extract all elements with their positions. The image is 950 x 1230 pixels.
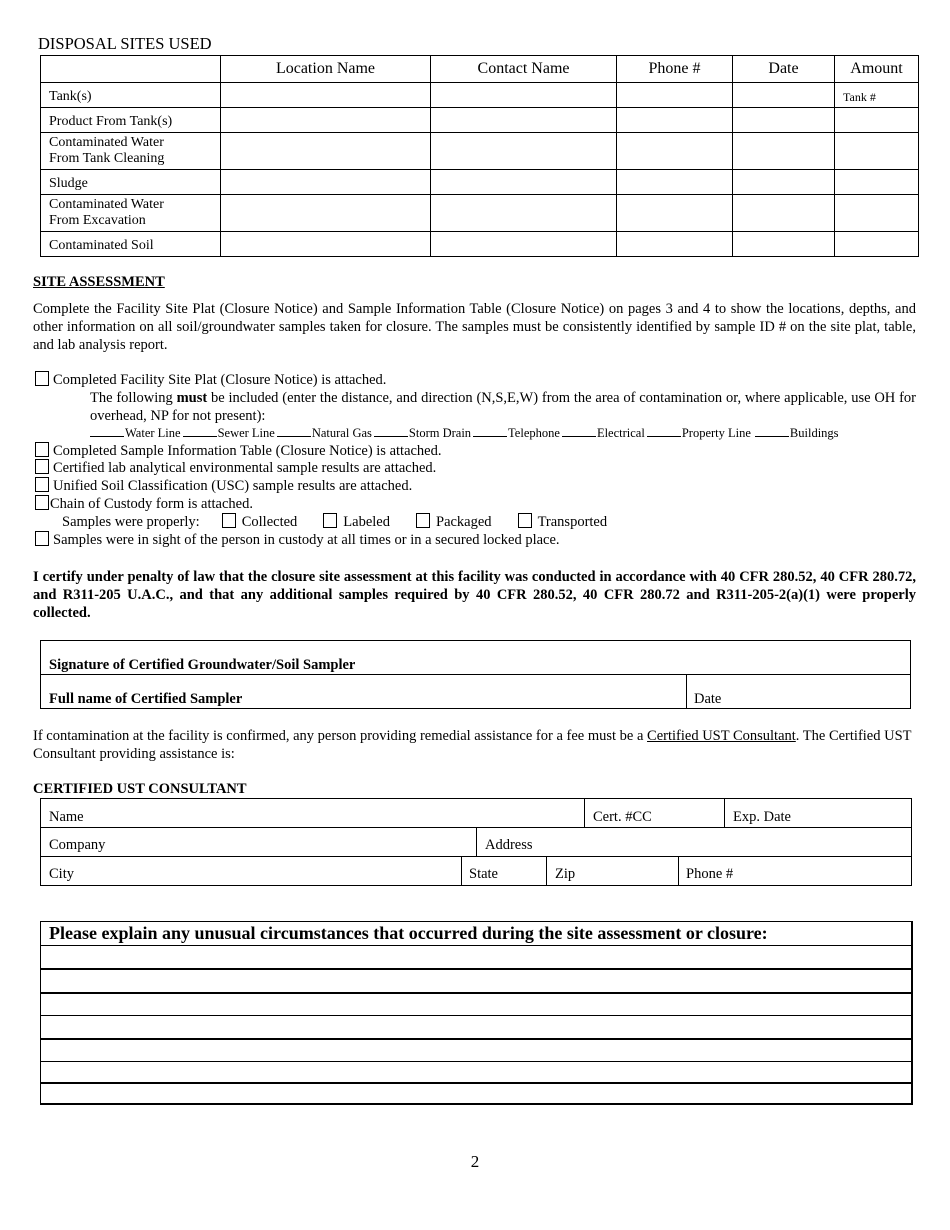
page-number: 2: [470, 1152, 480, 1171]
table-cell[interactable]: [733, 83, 835, 108]
check-label: Unified Soil Classification (USC) sample results are attached.: [53, 478, 413, 494]
checkbox[interactable]: [35, 459, 49, 474]
table-cell[interactable]: [221, 83, 431, 108]
header-date: Date: [733, 56, 835, 83]
explain-line[interactable]: [40, 1015, 911, 1016]
row-label: Tank(s): [41, 83, 221, 108]
utility-blank[interactable]: [374, 426, 409, 440]
table-cell[interactable]: [221, 108, 431, 133]
utility-blank[interactable]: [183, 426, 218, 440]
table-cell[interactable]: [431, 133, 617, 170]
table-cell[interactable]: [431, 232, 617, 257]
table-cell[interactable]: [221, 170, 431, 195]
explain-line[interactable]: [40, 1061, 911, 1062]
text: If contamination at the facility is confirmed, any person providing remedial assistance for a fee must be a: [33, 728, 648, 744]
checkbox[interactable]: [222, 513, 236, 528]
header-phone: Phone #: [617, 56, 733, 83]
table-row: [41, 108, 919, 133]
checkbox[interactable]: [323, 513, 337, 528]
check-sample-table[interactable]: [35, 442, 442, 460]
checkbox[interactable]: [35, 531, 49, 546]
table-cell[interactable]: [733, 232, 835, 257]
certification-statement: I certify under penalty of law that the closure site assessment at this facility was conducted in accordance with 40 CFR 280.52, 40 CFR 280.72, and R311-205 U.A.C., and that any additional samples required by 40 CFR 280.52, 40 CFR 280.72 and R311-205-2(a)(1) were properly collected.: [33, 569, 916, 621]
explain-heading: Please explain any unusual circumstances that occurred during the site assessment or closure:: [49, 923, 768, 943]
check-custody-sight[interactable]: [35, 531, 560, 549]
table-row: [41, 195, 919, 232]
table-cell[interactable]: [617, 108, 733, 133]
table-cell[interactable]: [733, 133, 835, 170]
table-cell[interactable]: [617, 133, 733, 170]
option-label: Labeled: [343, 514, 390, 530]
table-cell[interactable]: [617, 232, 733, 257]
sampler-name-label[interactable]: Full name of Certified Sampler: [49, 691, 243, 707]
row-label: Contaminated Water From Excavation: [41, 195, 221, 232]
divider: [40, 674, 910, 675]
sample-option-collected[interactable]: [222, 514, 298, 530]
table-cell[interactable]: [733, 195, 835, 232]
amount-cell[interactable]: Tank #: [835, 83, 919, 108]
samples-properly-row: [62, 513, 633, 531]
table-cell[interactable]: [431, 108, 617, 133]
check-label: Certified lab analytical environmental sample results are attached.: [53, 460, 437, 476]
checkbox[interactable]: [35, 442, 49, 457]
utility-label: Natural Gas: [311, 426, 372, 440]
utility-label: Storm Drain: [408, 426, 472, 440]
utility-label: Telephone: [508, 426, 560, 440]
check-label: Completed Facility Site Plat (Closure Notice) is attached.: [53, 372, 387, 388]
amount-cell[interactable]: [835, 170, 919, 195]
header-cell: [41, 56, 221, 83]
sampler-date-label[interactable]: Date: [694, 691, 722, 707]
explain-line[interactable]: [40, 968, 911, 970]
divider: [724, 798, 725, 827]
checkbox[interactable]: [518, 513, 532, 528]
divider: [40, 856, 911, 857]
checkbox[interactable]: [35, 495, 49, 510]
consultant-state-field[interactable]: State: [469, 866, 498, 882]
consultant-heading: CERTIFIED UST CONSULTANT: [33, 781, 247, 797]
check-usc-results[interactable]: [35, 477, 412, 495]
explain-line[interactable]: [40, 945, 911, 946]
checkbox[interactable]: [416, 513, 430, 528]
table-row: [41, 83, 919, 108]
table-row: [41, 232, 919, 257]
site-assessment-intro: Complete the Facility Site Plat (Closure Notice) and Sample Information Table (Closure Notice) on pages 3 and 4 to show the locations, depths, and other information on all soil/groundwater samples taken for closure. The samples must be consistently identified by sample ID # on the site plat, table, and lab analysis report.: [33, 301, 916, 353]
table-cell[interactable]: [431, 170, 617, 195]
consultant-city-field[interactable]: City: [49, 866, 74, 882]
site-assessment-heading: SITE ASSESSMENT: [33, 274, 165, 290]
option-label: Packaged: [436, 514, 492, 530]
divider: [546, 856, 547, 885]
check-lab-results[interactable]: [35, 459, 436, 477]
consultant-paragraph: [33, 727, 916, 763]
row-label: Sludge: [41, 170, 221, 195]
explain-line[interactable]: [40, 1082, 911, 1084]
header-amount: Amount: [835, 56, 919, 83]
divider: [584, 798, 585, 827]
divider: [476, 827, 477, 856]
utility-blank[interactable]: [755, 426, 790, 440]
utility-blank[interactable]: [277, 426, 312, 440]
divider: [686, 674, 687, 708]
utility-blank[interactable]: [473, 426, 508, 440]
table-cell[interactable]: [617, 195, 733, 232]
samples-label: Samples were properly:: [62, 514, 200, 530]
explain-box[interactable]: [40, 921, 913, 1105]
utility-label: Sewer Line: [217, 426, 275, 440]
divider: [461, 856, 462, 885]
utility-blank[interactable]: [562, 426, 597, 440]
amount-cell[interactable]: [835, 133, 919, 170]
disposal-table: [40, 55, 919, 257]
sample-option-labeled[interactable]: [323, 514, 390, 530]
amount-cell[interactable]: [835, 195, 919, 232]
consultant-cert-field[interactable]: Cert. #CC: [593, 809, 652, 825]
explain-line[interactable]: [40, 1038, 911, 1040]
check-label: Completed Sample Information Table (Closure Notice) is attached.: [53, 443, 442, 459]
checkbox[interactable]: [35, 477, 49, 492]
explain-line[interactable]: [40, 992, 911, 994]
signature-label[interactable]: Signature of Certified Groundwater/Soil Sampler: [49, 657, 356, 673]
table-cell[interactable]: [617, 170, 733, 195]
consultant-address-field[interactable]: Address: [485, 837, 533, 853]
table-cell[interactable]: [431, 83, 617, 108]
table-row: [41, 133, 919, 170]
utility-label: Buildings: [789, 426, 839, 440]
row-label: Contaminated Soil: [41, 232, 221, 257]
text: be included (enter the distance, and direction (N,S,E,W) from the area of contamination or, where applicable, use OH for overhead, NP for not present):: [90, 390, 916, 424]
must-include-text: [90, 389, 916, 425]
consultant-company-field[interactable]: Company: [49, 837, 106, 853]
sample-option-transported[interactable]: [518, 514, 608, 530]
header-location: Location Name: [221, 56, 431, 83]
utility-blank[interactable]: [647, 426, 682, 440]
text: . The Certified UST Consultant providing assistance is:: [33, 728, 912, 762]
table-cell[interactable]: [431, 195, 617, 232]
consultant-exp-field[interactable]: Exp. Date: [733, 809, 791, 825]
check-label: Chain of Custody form is attached.: [50, 496, 253, 512]
amount-cell[interactable]: [835, 108, 919, 133]
consultant-phone-field[interactable]: Phone #: [686, 866, 734, 882]
option-label: Collected: [241, 514, 298, 530]
table-cell[interactable]: [617, 83, 733, 108]
table-cell[interactable]: [221, 133, 431, 170]
table-cell[interactable]: [733, 170, 835, 195]
must-bold: must: [176, 390, 208, 406]
table-row: [41, 170, 919, 195]
table-header: [41, 56, 919, 83]
table-cell[interactable]: [733, 108, 835, 133]
header-contact: Contact Name: [431, 56, 617, 83]
check-label: Samples were in sight of the person in custody at all times or in a secured locked place.: [53, 532, 560, 548]
table-cell[interactable]: [221, 232, 431, 257]
consultant-zip-field[interactable]: Zip: [555, 866, 576, 882]
utility-label: Electrical: [596, 426, 645, 440]
consultant-name-field[interactable]: Name: [49, 809, 84, 825]
text: The following: [90, 390, 177, 406]
amount-cell[interactable]: [835, 232, 919, 257]
utility-label: Water Line: [125, 426, 181, 440]
row-label: Contaminated Water From Tank Cleaning: [41, 133, 221, 170]
utilities-list: [90, 426, 841, 441]
checkbox[interactable]: [35, 371, 49, 386]
option-label: Transported: [537, 514, 608, 530]
utility-blank[interactable]: [90, 426, 125, 440]
table-cell[interactable]: [221, 195, 431, 232]
divider: [678, 856, 679, 885]
check-site-plat[interactable]: [35, 371, 386, 389]
row-label: Product From Tank(s): [41, 108, 221, 133]
certified-consultant-term: Certified UST Consultant: [647, 728, 796, 744]
sample-option-packaged[interactable]: [416, 514, 492, 530]
disposal-title: DISPOSAL SITES USED: [38, 34, 212, 53]
utility-label: Property Line: [681, 426, 751, 440]
check-chain-custody[interactable]: [35, 495, 253, 513]
